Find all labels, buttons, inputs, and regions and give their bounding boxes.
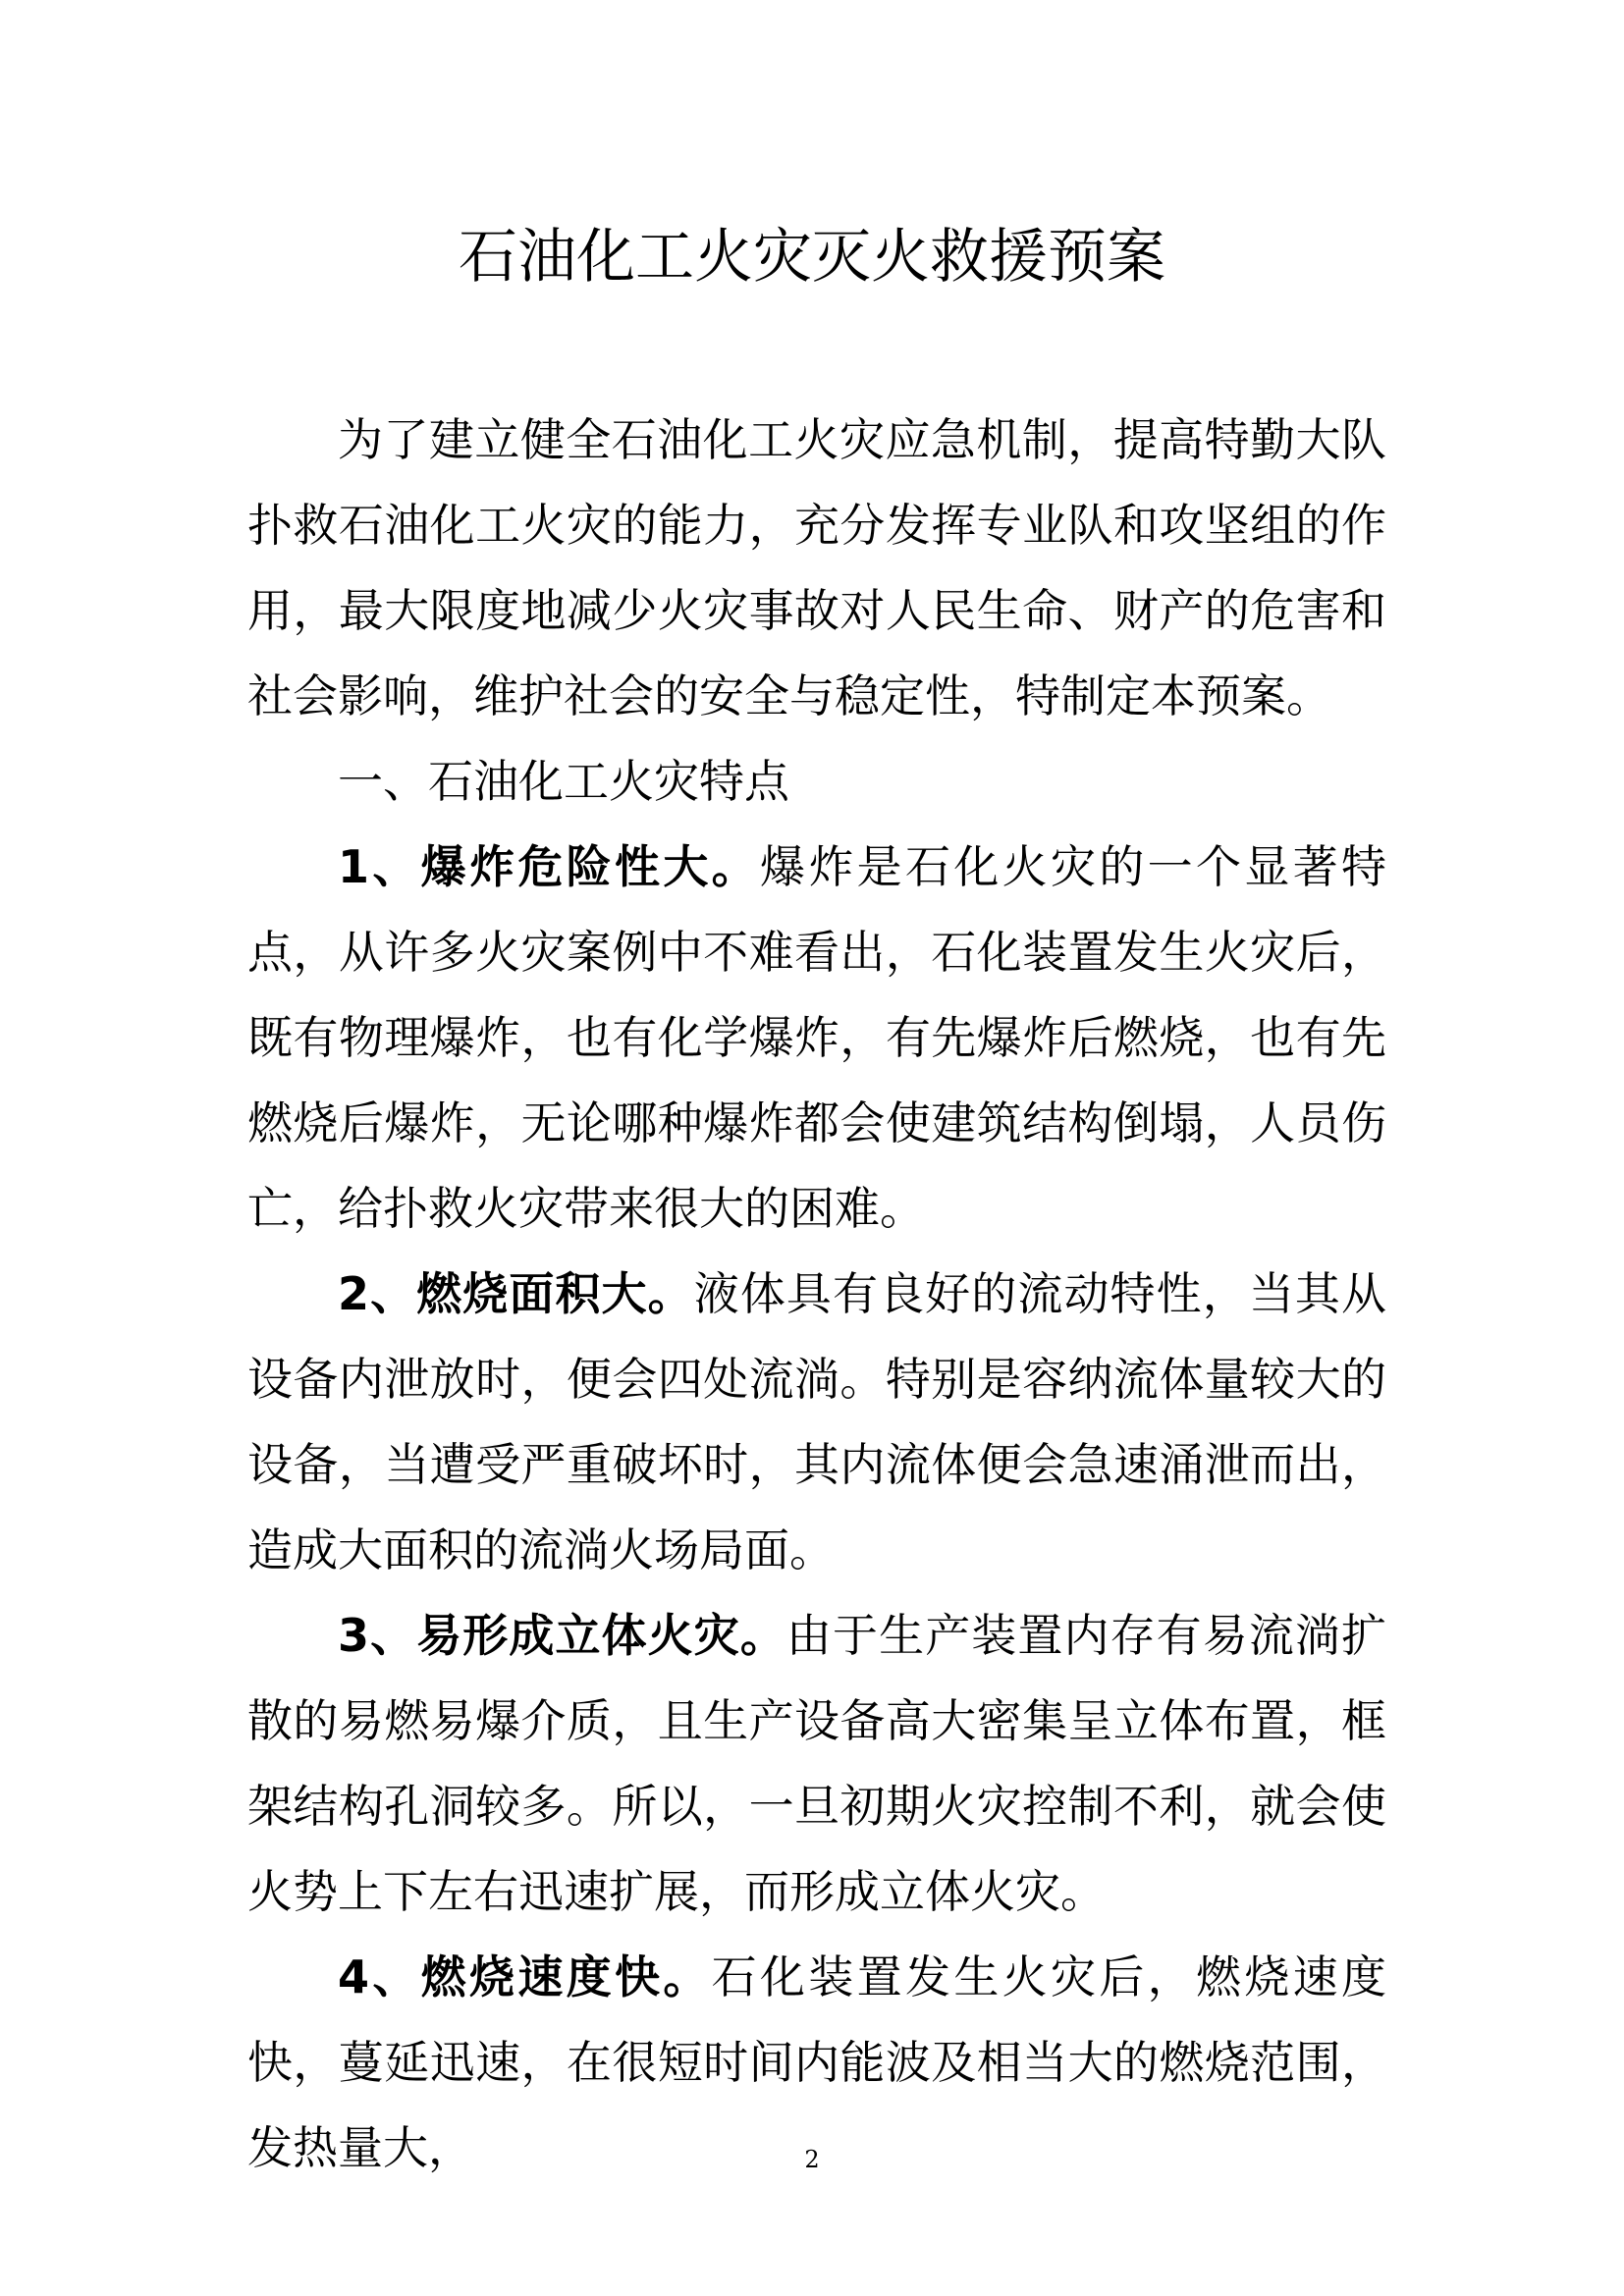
point-lead: 4、燃烧速度快。 bbox=[338, 1950, 712, 2003]
point-text: 由于生产装置内存有易流淌扩散的易燃易爆介质，且生产设备高大密集呈立体布置，框架结构孔洞较多。所以，一旦初期火灾控制不利，就会使火势上下左右迅速扩展，而形成立体火灾。 bbox=[247, 1609, 1387, 1918]
document-title: 石油化工火灾灭火救援预案 bbox=[459, 223, 1165, 292]
point-paragraph-3 bbox=[247, 1593, 1386, 1935]
point-text: 液体具有良好的流动特性，当其从设备内泄放时，便会四处流淌。特别是容纳流体量较大的设备，当遭受严重破坏时，其内流体便会急速涌泄而出，造成大面积的流淌火场局面。 bbox=[247, 1267, 1386, 1576]
document-body bbox=[247, 398, 1386, 2191]
point-text: 石化装置发生火灾后，燃烧速度快，蔓延迅速，在很短时间内能波及相当大的燃烧范围，发热量大， bbox=[247, 1950, 1386, 2174]
intro-paragraph: 为了建立健全石油化工火灾应急机制，提高特勤大队扑救石油化工火灾的能力，充分发挥专业队和攻坚组的作用，最大限度地减少火灾事故对人民生命、财产的危害和社会影响，维护社会的安全与稳定性，特制定本预案。 bbox=[247, 413, 1386, 722]
point-lead: 3、易形成立体火灾。 bbox=[338, 1609, 786, 1662]
point-text: 爆炸是石化火灾的一个显著特点，从许多火灾案例中不难看出，石化装置发生火灾后，既有物理爆炸，也有化学爆炸，有先爆炸后燃烧，也有先燃烧后爆炸，无论哪种爆炸都会使建筑结构倒塌，人员伤亡，给扑救火灾带来很大的困难。 bbox=[247, 840, 1387, 1235]
section-heading: 一、石油化工火灾特点 bbox=[338, 755, 789, 808]
point-paragraph-2 bbox=[247, 1252, 1386, 1593]
point-lead: 2、燃烧面积大。 bbox=[338, 1267, 694, 1320]
point-paragraph-1 bbox=[247, 825, 1386, 1252]
point-lead: 1、爆炸危险性大。 bbox=[338, 840, 761, 893]
page-number: 2 bbox=[804, 2146, 820, 2173]
